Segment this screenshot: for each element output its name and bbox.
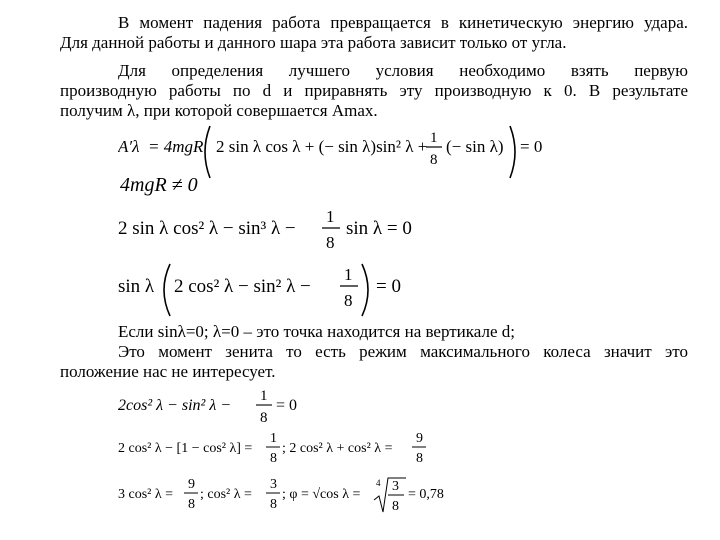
eq7-c-root-index: 4 (376, 478, 381, 488)
eq6-a: 2 cos² λ − [1 − cos² λ] = (118, 441, 253, 456)
eq7-b: ; cos² λ = (200, 487, 252, 502)
equation-nonzero: 4mgR ≠ 0 (120, 174, 198, 196)
eq4-den: 8 (344, 291, 353, 310)
paragraph-intro (60, 13, 688, 53)
left-paren (164, 264, 170, 316)
eq6-b: ; 2 cos² λ + cos² λ = (282, 441, 393, 456)
eq6-b-den: 8 (416, 451, 423, 466)
eq7-b-den: 8 (270, 497, 277, 512)
eq3-den: 8 (326, 233, 335, 252)
eq7-c-den: 8 (392, 499, 399, 514)
eq4-right: = 0 (376, 276, 401, 297)
equation-result (118, 474, 458, 520)
eq7-a-den: 8 (188, 497, 195, 512)
paragraph-line: положение нас не интересует. (60, 362, 276, 381)
eq1-rhs: = 0 (520, 137, 543, 156)
eq6-a-num: 1 (270, 431, 277, 446)
paragraph-zero-case (60, 322, 688, 342)
paragraph-line: получим λ, при которой совершается Аmax. (60, 101, 378, 120)
eq1-frac-num: 1 (430, 130, 438, 146)
eq4-num: 1 (344, 265, 353, 284)
eq1-part1: = 4mgR (148, 137, 204, 156)
eq7-c-val: = 0,78 (408, 487, 444, 502)
eq6-b-num: 9 (416, 431, 423, 446)
eq1-part2: 2 sin λ cos λ + (− sin λ)sin² λ + (216, 137, 428, 156)
equation-substitution (118, 428, 438, 474)
paragraph-line: Если sinλ=0; λ=0 – это точка находится на вертикале d; (118, 322, 515, 341)
eq4-left: sin λ (118, 276, 155, 297)
right-paren (362, 264, 368, 316)
equation-derivative (118, 120, 578, 182)
equation-reduced (118, 384, 318, 430)
eq5-left: 2cos² λ − sin² λ − (118, 397, 232, 414)
eq7-a: 3 cos² λ = (118, 487, 174, 502)
paragraph-zenith (60, 342, 688, 382)
eq5-right: = 0 (276, 397, 298, 414)
eq4-inner: 2 cos² λ − sin² λ − (174, 276, 311, 297)
eq7-c: ; φ = √cos λ = (282, 487, 361, 502)
paragraph-line: Для данной работы и данного шара эта работа зависит только от угла. (60, 33, 567, 52)
eq1-frac-den: 8 (430, 152, 438, 168)
eq3-num: 1 (326, 207, 335, 226)
eq7-c-num: 3 (392, 479, 399, 494)
eq3-right: sin λ = 0 (346, 218, 412, 239)
eq5-den: 8 (260, 410, 268, 426)
eq1-part3: (− sin λ) (446, 137, 504, 156)
eq7-b-num: 3 (270, 477, 277, 492)
paragraph-derivative (60, 61, 688, 121)
equation-factored (118, 258, 418, 318)
eq6-a-den: 8 (270, 451, 277, 466)
paragraph-line: Это момент зенита то есть режим максимального колеса значит это (118, 342, 688, 361)
paragraph-line: Для определения лучшего условия необходимо взять первую (118, 61, 688, 80)
equation-expanded (118, 202, 438, 258)
eq5-num: 1 (260, 388, 268, 404)
paragraph-line: В момент падения работа превращается в кинетическую энергию удара. (118, 13, 688, 32)
eq3-left: 2 sin λ cos² λ − sin³ λ − (118, 218, 296, 239)
eq1-lhs: A′λ (118, 137, 140, 156)
eq7-a-num: 9 (188, 477, 195, 492)
paragraph-line: производную работы по d и приравнять эту производную к 0. В результате (60, 81, 688, 100)
right-paren (510, 126, 515, 178)
left-paren (205, 126, 210, 178)
